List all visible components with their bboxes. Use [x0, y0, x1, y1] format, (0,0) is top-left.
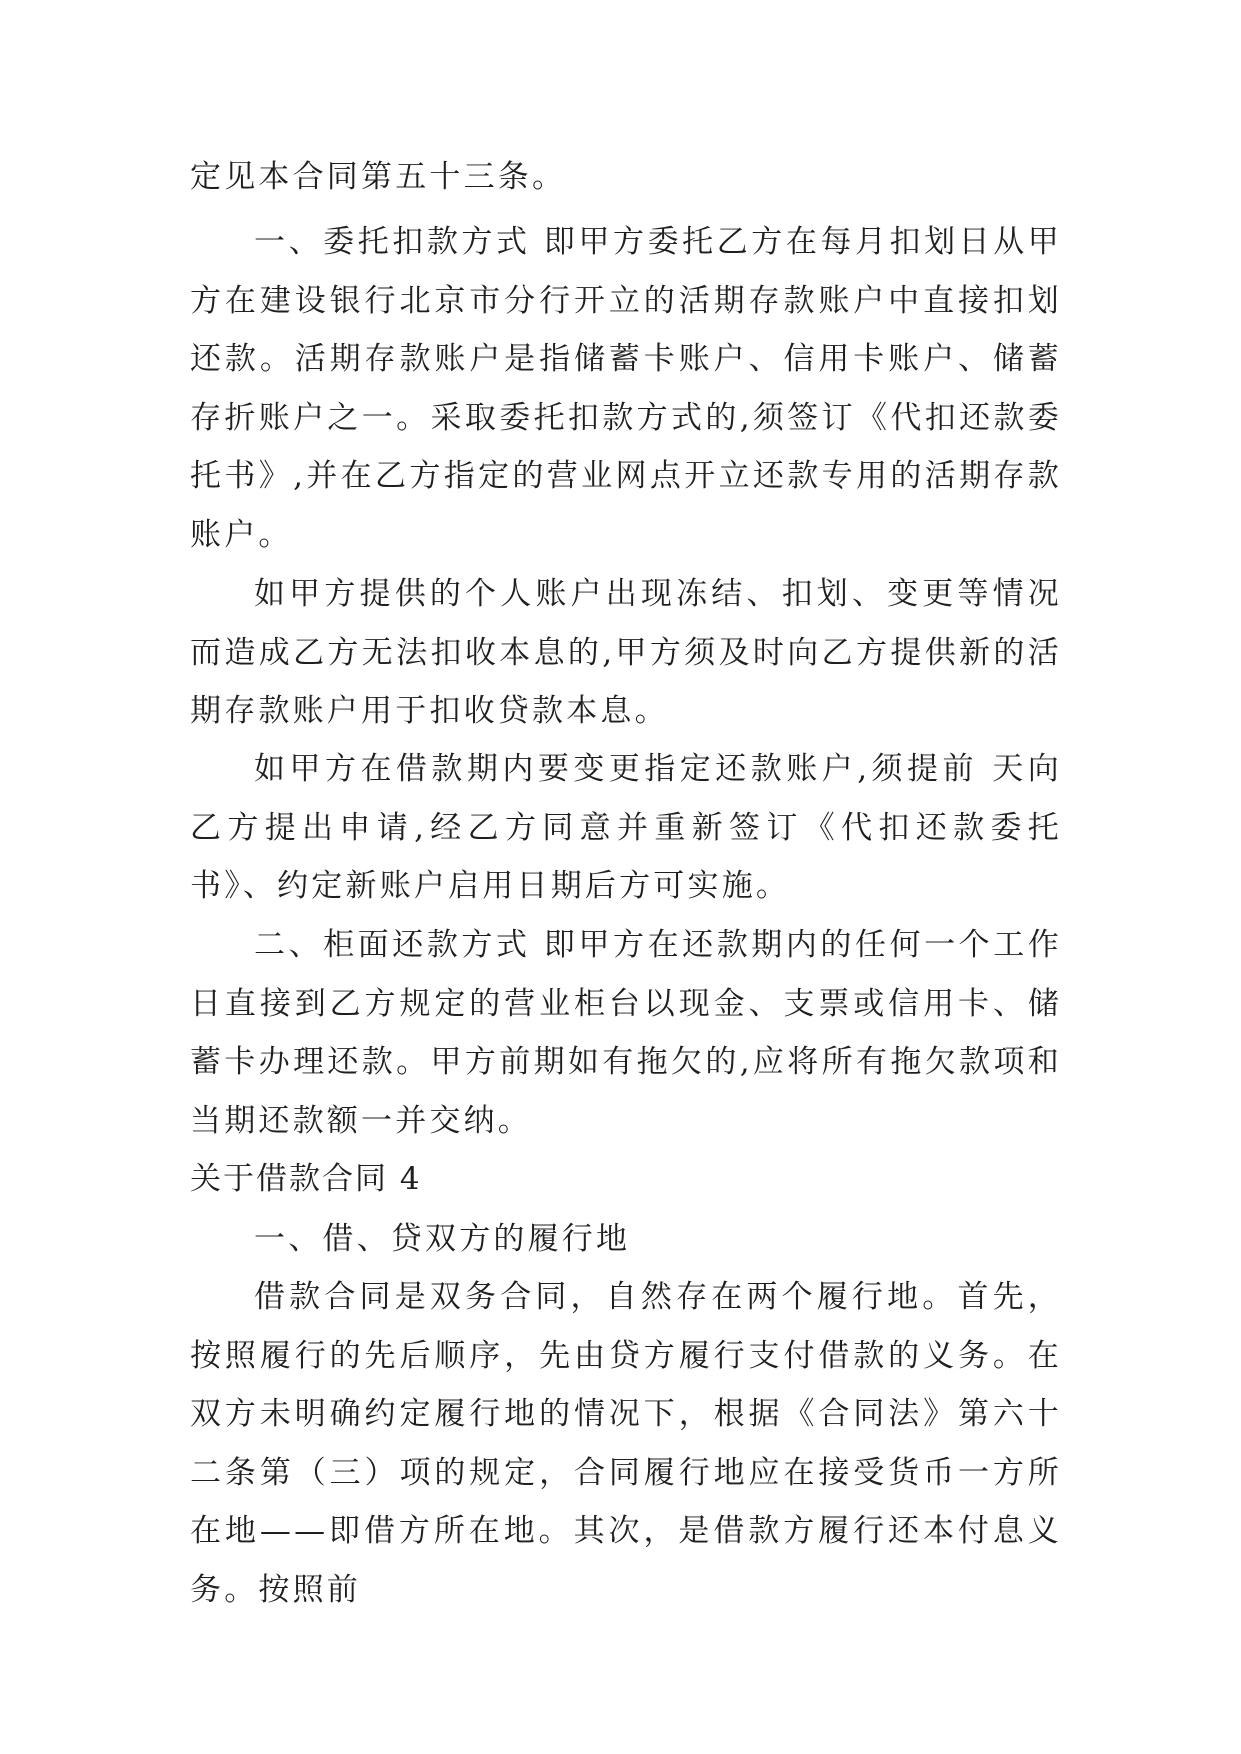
- section-heading: 关于借款合同 4: [190, 1161, 422, 1197]
- paragraph-counter-repayment: 二、柜面还款方式 即甲方在还款期内的任何一个工作日直接到乙方规定的营业柜台以现金、支票或信用卡、储蓄卡办理还款。甲方前期如有拖欠的,应将所有拖欠款项和当期还款额一并交纳。: [190, 927, 1062, 1139]
- paragraph-continuation: 定见本合同第五十三条。: [190, 159, 567, 195]
- paragraph-performance-place: 借款合同是双务合同，自然存在两个履行地。首先，按照履行的先后顺序，先由贷方履行支付借款的义务。在双方未明确约定履行地的情况下，根据《合同法》第六十二条第（三）项的规定，合同履行地应在接受货币一方所在地——即借方所在地。其次，是借款方履行还本付息义务。按照前: [190, 1279, 1062, 1608]
- paragraph-change-account: 如甲方在借款期内要变更指定还款账户,须提前 天向乙方提出申请,经乙方同意并重新签订《代扣还款委托书》、约定新账户启用日期后方可实施。: [190, 751, 1062, 905]
- paragraph-entrusted-deduction: 一、委托扣款方式 即甲方委托乙方在每月扣划日从甲方在建设银行北京市分行开立的活期存款账户中直接扣划还款。活期存款账户是指储蓄卡账户、信用卡账户、储蓄存折账户之一。采取委托扣款方式的,须签订《代扣还款委托书》,并在乙方指定的营业网点开立还款专用的活期存款账户。: [190, 224, 1062, 553]
- paragraph-account-frozen: 如甲方提供的个人账户出现冻结、扣划、变更等情况而造成乙方无法扣收本息的,甲方须及时向乙方提供新的活期存款账户用于扣收贷款本息。: [190, 576, 1062, 730]
- subsection-heading: 一、借、贷双方的履行地: [254, 1221, 631, 1257]
